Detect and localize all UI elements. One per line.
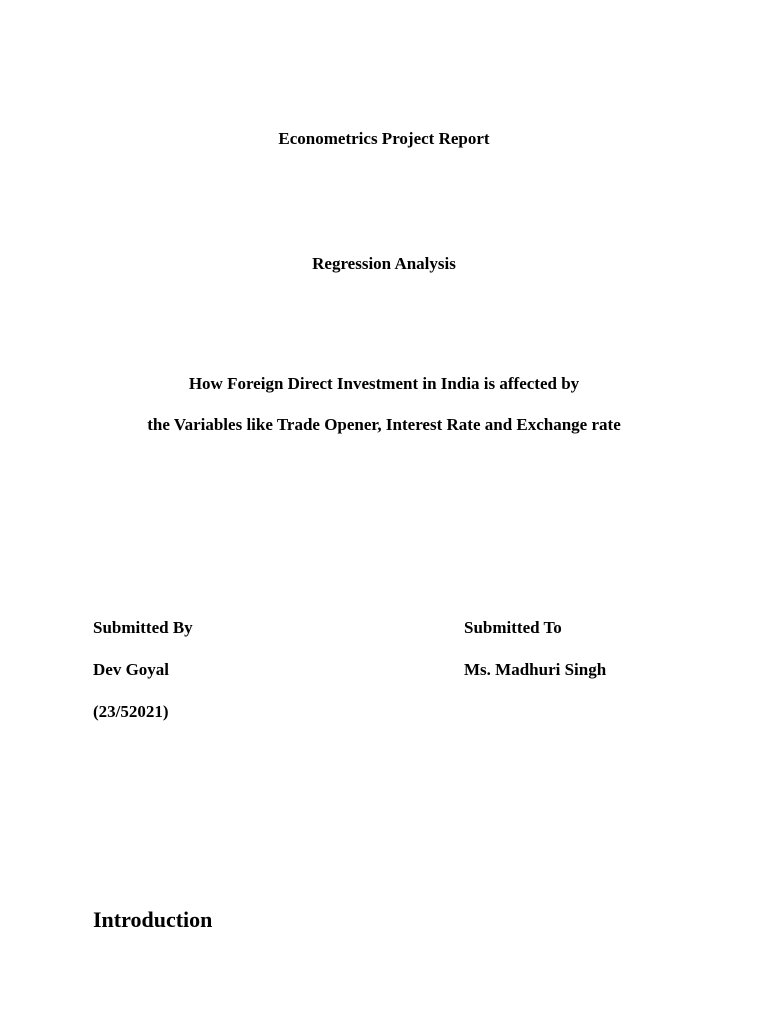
topic-line-2: the Variables like Trade Opener, Interest Rate and Exchange rate — [147, 415, 621, 434]
report-subtitle: Regression Analysis — [312, 254, 456, 273]
submitted-by-name: Dev Goyal — [93, 660, 170, 679]
submitted-by-label: Submitted By — [93, 618, 193, 637]
submitted-by-roll: (23/52021) — [93, 702, 169, 721]
submitted-to-name: Ms. Madhuri Singh — [464, 660, 607, 679]
report-title: Econometrics Project Report — [278, 129, 490, 148]
topic-line-1: How Foreign Direct Investment in India is affected by — [188, 374, 580, 393]
submitted-to-label: Submitted To — [464, 618, 562, 637]
section-heading: Introduction — [93, 907, 213, 932]
